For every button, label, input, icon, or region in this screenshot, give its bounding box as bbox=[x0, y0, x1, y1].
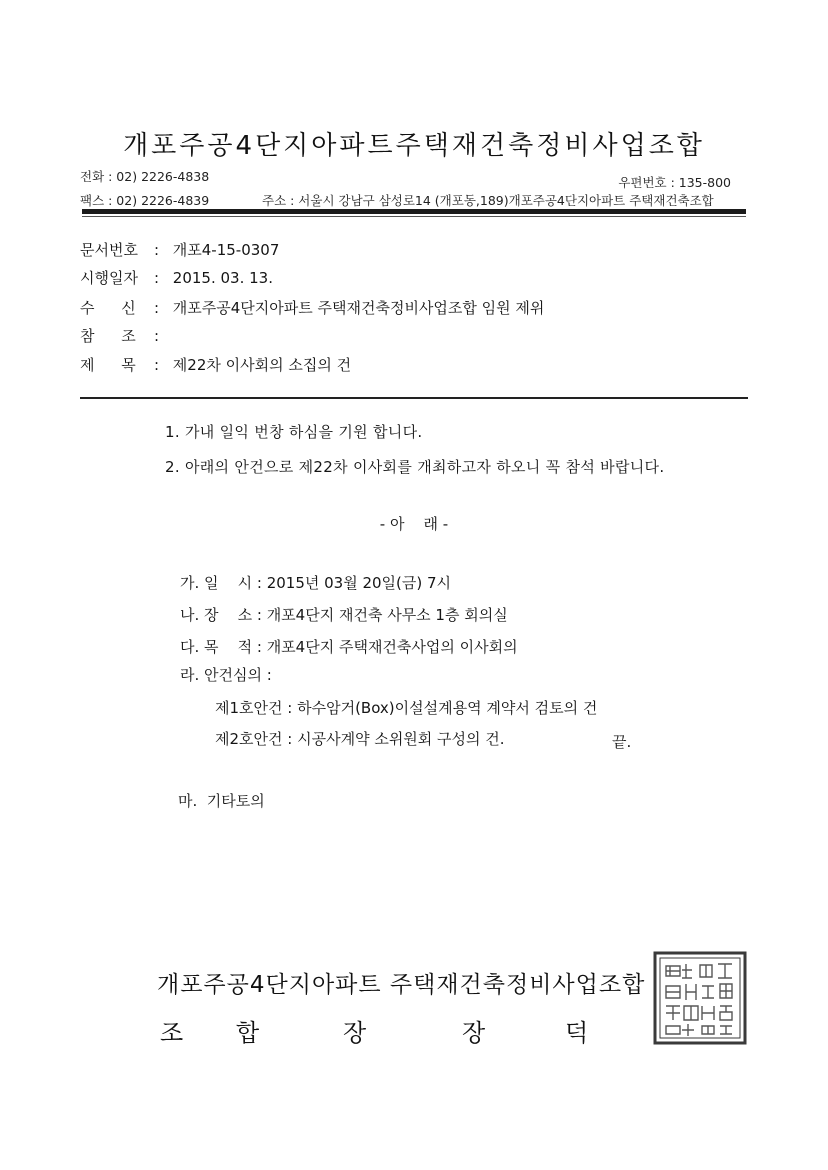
subject-row: 제 목 : 제22차 이사회의 소집의 건 bbox=[80, 356, 352, 374]
header-divider bbox=[80, 397, 748, 399]
doc-number-label: 문서번호 bbox=[80, 241, 138, 259]
request-line: 2. 아래의 안건으로 제22차 이사회를 개최하고자 하오니 꼭 참석 바랍니다. bbox=[165, 458, 665, 476]
item-datetime-value: 2015년 03월 20일(금) 7시 bbox=[266, 574, 452, 592]
reference-label: 참 조 bbox=[80, 327, 136, 345]
doc-number-row: 문서번호 : 개포4-15-0307 bbox=[80, 241, 280, 259]
phone-number: 전화 : 02) 2226-4838 bbox=[80, 169, 210, 184]
item-purpose-value: 개포4단지 주택재건축사업의 이사회의 bbox=[266, 638, 518, 656]
letterhead-divider-thin bbox=[82, 216, 746, 217]
agenda-item-2-value: 시공사계약 소위원회 구성의 건. bbox=[297, 730, 505, 748]
recipient-row: 수 신 : 개포주공4단지아파트 주택재건축정비사업조합 임원 제위 bbox=[80, 299, 545, 317]
item-datetime-label: 가. 일 시 bbox=[180, 574, 253, 592]
fax-number: 팩스 : 02) 2226-4839 bbox=[80, 193, 210, 208]
item-place: 나. 장 소 : 개포4단지 재건축 사무소 1층 회의실 bbox=[180, 606, 508, 624]
recipient-value: 개포주공4단지아파트 주택재건축정비사업조합 임원 제위 bbox=[172, 299, 545, 317]
official-seal-stamp bbox=[652, 950, 748, 1046]
agenda-item-2-label: 제2호안건 bbox=[215, 730, 283, 748]
section-heading: - 아 래 - bbox=[379, 515, 449, 533]
reference-row: 참 조 : bbox=[80, 327, 160, 345]
issue-date-label: 시행일자 bbox=[80, 269, 138, 287]
item-datetime: 가. 일 시 : 2015년 03월 20일(금) 7시 bbox=[180, 574, 452, 592]
agenda-item-1-label: 제1호안건 bbox=[215, 699, 283, 717]
issue-date-value: 2015. 03. 13. bbox=[172, 269, 273, 287]
item-place-label: 나. 장 소 bbox=[180, 606, 253, 624]
footer-org-name: 개포주공4단지아파트 주택재건축정비사업조합 bbox=[157, 972, 646, 998]
item-agenda-heading: 라. 안건심의 : bbox=[180, 666, 272, 684]
doc-number-value: 개포4-15-0307 bbox=[172, 241, 280, 259]
org-title: 개포주공4단지아파트주택재건축정비사업조합 bbox=[123, 131, 705, 161]
footer-role-char-3: 장 bbox=[343, 1019, 367, 1047]
item-place-value: 개포4단지 재건축 사무소 1층 회의실 bbox=[266, 606, 508, 624]
footer-role-char-1: 조 bbox=[160, 1019, 184, 1047]
footer-name-char-2: 덕 bbox=[565, 1019, 589, 1047]
postal-code: 우편번호 : 135-800 bbox=[618, 175, 731, 190]
greeting-line: 1. 가내 일익 번창 하심을 기원 합니다. bbox=[165, 423, 423, 441]
footer-role-char-2: 합 bbox=[236, 1019, 260, 1047]
letterhead-divider-thick bbox=[82, 209, 746, 214]
subject-value: 제22차 이사회의 소집의 건 bbox=[172, 356, 352, 374]
item-other: 마. 기타토의 bbox=[178, 792, 265, 810]
item-purpose: 다. 목 적 : 개포4단지 주택재건축사업의 이사회의 bbox=[180, 638, 518, 656]
item-purpose-label: 다. 목 적 bbox=[180, 638, 253, 656]
recipient-label: 수 신 bbox=[80, 299, 136, 317]
end-mark: 끝. bbox=[612, 733, 632, 751]
subject-label: 제 목 bbox=[80, 356, 136, 374]
issue-date-row: 시행일자 : 2015. 03. 13. bbox=[80, 269, 273, 287]
address: 주소 : 서울시 강남구 삼성로14 (개포동,189)개포주공4단지아파트 주택재건축조합 bbox=[262, 193, 714, 208]
footer-name-char-1: 장 bbox=[462, 1019, 486, 1047]
agenda-item-2: 제2호안건 : 시공사계약 소위원회 구성의 건. bbox=[215, 730, 505, 748]
agenda-item-1-value: 하수암거(Box)이설설계용역 계약서 검토의 건 bbox=[297, 699, 598, 717]
agenda-item-1: 제1호안건 : 하수암거(Box)이설설계용역 계약서 검토의 건 bbox=[215, 699, 598, 717]
